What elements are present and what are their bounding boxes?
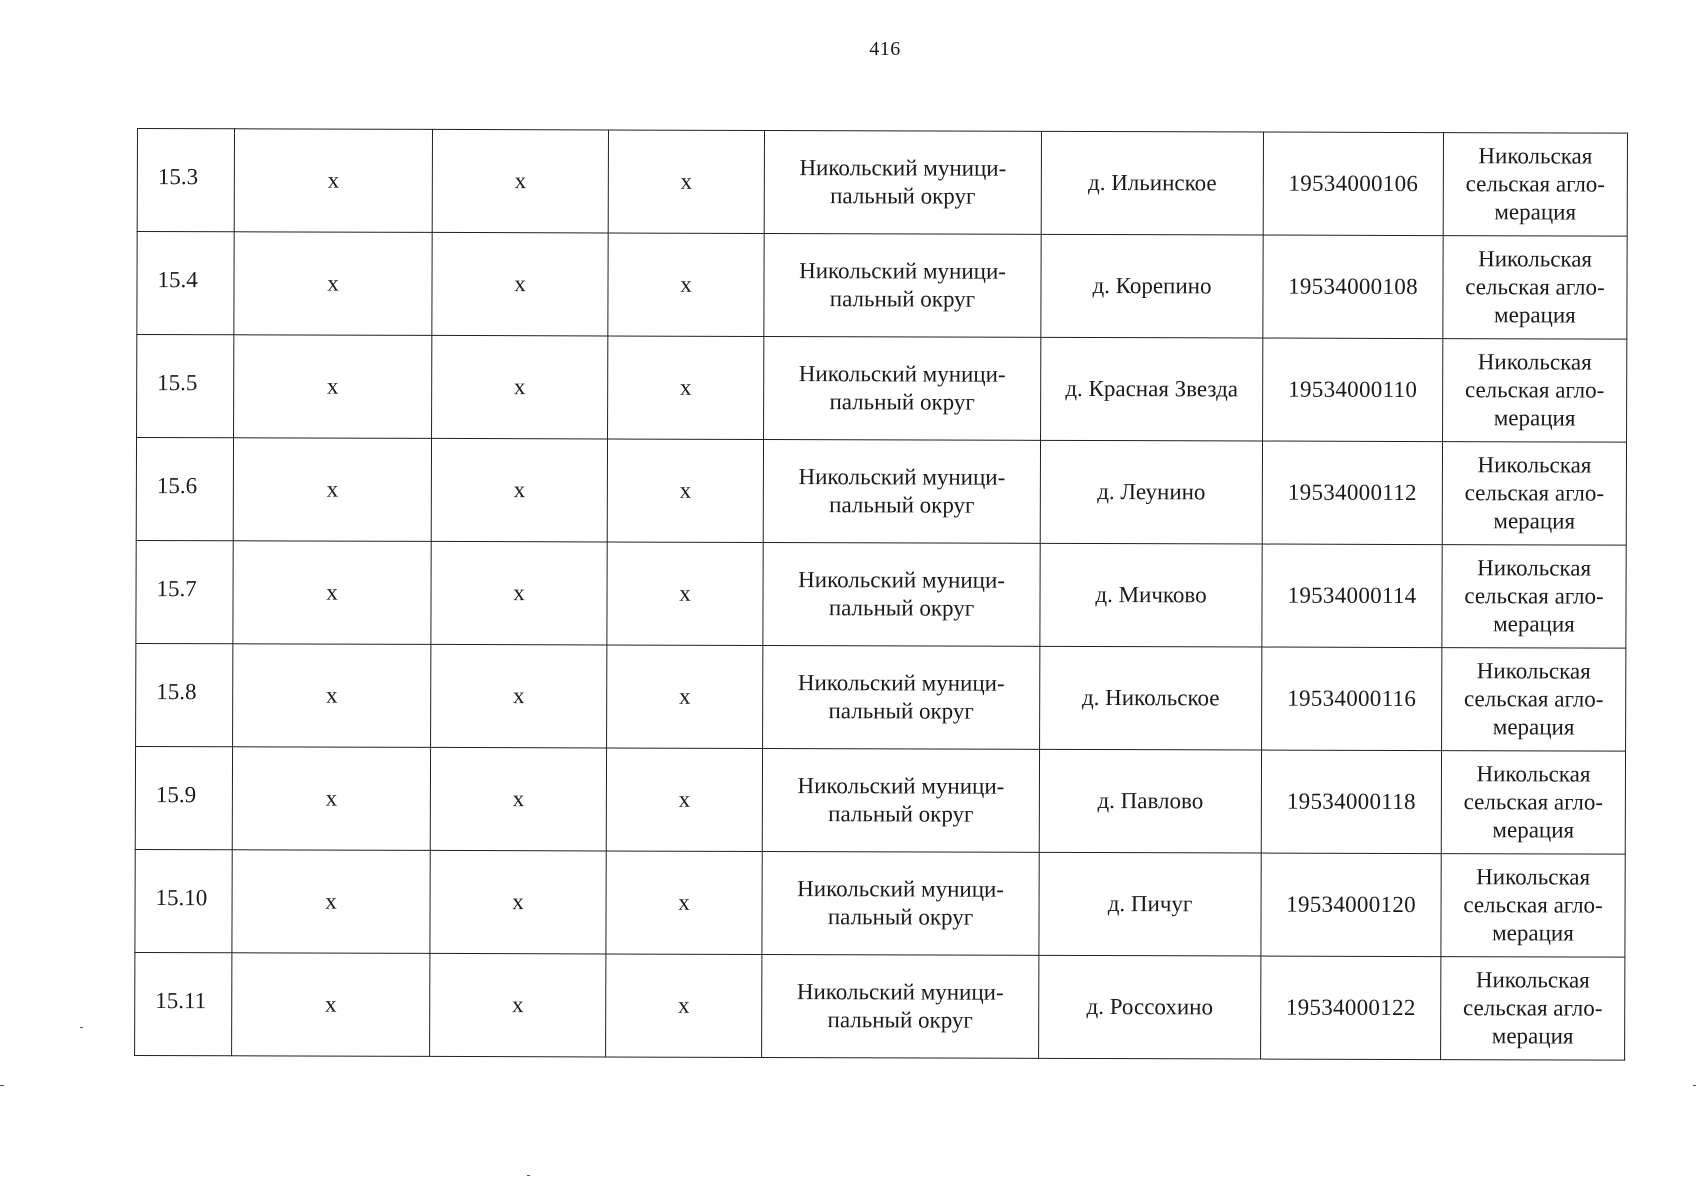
cell-x: x xyxy=(606,851,762,954)
settlements-table xyxy=(134,128,1628,1061)
agglomeration-line: мерация xyxy=(1493,405,1576,431)
code-cell: 19534000118 xyxy=(1261,750,1441,854)
district-cell xyxy=(764,233,1041,337)
code-cell: 19534000116 xyxy=(1262,647,1442,751)
table-row xyxy=(135,746,1625,854)
code-cell: 19534000120 xyxy=(1261,853,1441,957)
table-row xyxy=(135,849,1625,957)
row-number: 15.9 xyxy=(135,746,232,849)
agglomeration-line: сельская агло- xyxy=(1463,995,1603,1021)
district-line: пальный округ xyxy=(829,389,975,415)
agglomeration-line: мерация xyxy=(1493,611,1575,637)
row-number: 15.3 xyxy=(137,129,234,232)
agglomeration-cell xyxy=(1443,339,1627,443)
code-cell: 19534000112 xyxy=(1262,441,1442,545)
cell-x: x xyxy=(232,953,430,1057)
district-cell xyxy=(762,954,1039,1058)
district-line: пальный округ xyxy=(828,698,974,724)
district-line: Никольский муници- xyxy=(799,155,1007,181)
cell-x: x xyxy=(606,954,762,1057)
code-cell: 19534000122 xyxy=(1261,956,1441,1060)
district-line: пальный округ xyxy=(827,1007,973,1033)
agglomeration-cell xyxy=(1441,854,1625,958)
agglomeration-line: мерация xyxy=(1492,714,1575,740)
code-cell: 19534000106 xyxy=(1263,132,1443,236)
page-number: 416 xyxy=(869,38,901,60)
settlement-cell: д. Пичуг xyxy=(1039,852,1261,956)
agglomeration-line: сельская агло- xyxy=(1464,480,1605,506)
row-number: 15.5 xyxy=(137,335,234,438)
settlement-cell: д. Леунино xyxy=(1040,440,1262,544)
cell-x: x xyxy=(608,336,764,439)
scan-mark xyxy=(527,1175,530,1176)
agglomeration-line: мерация xyxy=(1494,199,1577,225)
cell-x: x xyxy=(431,541,607,645)
agglomeration-line: Никольская xyxy=(1477,452,1592,478)
cell-x: x xyxy=(607,645,763,748)
table-row xyxy=(137,335,1627,443)
scan-mark xyxy=(1693,1085,1696,1086)
table-row xyxy=(137,129,1627,237)
table-row xyxy=(136,540,1626,648)
settlement-cell: д. Никольское xyxy=(1040,646,1262,750)
agglomeration-cell xyxy=(1442,545,1626,649)
settlement-cell: д. Россохино xyxy=(1039,955,1261,1059)
agglomeration-line: Никольская xyxy=(1476,658,1591,684)
agglomeration-line: сельская агло- xyxy=(1463,892,1603,918)
cell-x: x xyxy=(608,233,764,336)
agglomeration-line: Никольская xyxy=(1476,864,1591,890)
cell-x: x xyxy=(430,850,606,954)
cell-x: x xyxy=(234,129,432,233)
row-number: 15.6 xyxy=(136,438,233,541)
cell-x: x xyxy=(607,542,763,645)
district-line: пальный округ xyxy=(829,492,975,518)
district-line: Никольский муници- xyxy=(796,979,1004,1005)
agglomeration-line: мерация xyxy=(1492,817,1575,843)
district-cell xyxy=(764,336,1041,440)
district-line: Никольский муници- xyxy=(798,464,1006,490)
settlement-cell: д. Мичково xyxy=(1040,543,1262,647)
cell-x: x xyxy=(232,850,430,954)
code-cell: 19534000108 xyxy=(1263,235,1443,339)
cell-x: x xyxy=(233,438,431,542)
agglomeration-line: сельская агло- xyxy=(1465,274,1605,300)
district-line: пальный округ xyxy=(828,595,975,621)
agglomeration-line: мерация xyxy=(1493,508,1576,534)
agglomeration-line: сельская агло- xyxy=(1464,583,1604,609)
district-cell xyxy=(763,645,1040,749)
cell-x: x xyxy=(606,748,762,851)
cell-x: x xyxy=(608,130,764,233)
agglomeration-line: Никольская xyxy=(1478,143,1593,169)
district-line: пальный округ xyxy=(830,183,976,209)
agglomeration-line: сельская агло- xyxy=(1464,377,1605,403)
table-body xyxy=(135,129,1628,1061)
agglomeration-cell xyxy=(1441,751,1625,855)
settlement-cell: д. Корепино xyxy=(1041,234,1263,338)
scan-mark xyxy=(80,1027,83,1028)
agglomeration-line: Никольская xyxy=(1475,967,1590,993)
district-line: пальный округ xyxy=(829,286,976,312)
code-cell: 19534000114 xyxy=(1262,544,1442,648)
cell-x: x xyxy=(430,747,606,851)
table-row xyxy=(137,232,1627,340)
district-line: Никольский муници- xyxy=(797,773,1005,799)
district-cell xyxy=(762,851,1039,955)
row-number: 15.4 xyxy=(137,232,234,335)
code-cell: 19534000110 xyxy=(1263,338,1443,442)
scan-mark xyxy=(0,1085,4,1086)
cell-x: x xyxy=(431,644,607,748)
district-line: Никольский муници- xyxy=(797,876,1005,902)
district-cell xyxy=(763,542,1040,646)
cell-x: x xyxy=(432,129,608,233)
table-row xyxy=(136,438,1626,546)
agglomeration-line: мерация xyxy=(1494,302,1576,328)
cell-x: x xyxy=(232,747,430,851)
district-line: Никольский муници- xyxy=(798,361,1006,387)
cell-x: x xyxy=(607,439,763,542)
agglomeration-line: мерация xyxy=(1491,1023,1574,1049)
row-number: 15.8 xyxy=(136,643,233,746)
district-line: Никольский муници- xyxy=(799,258,1006,284)
agglomeration-cell xyxy=(1441,957,1625,1061)
row-number: 15.11 xyxy=(135,952,232,1055)
agglomeration-cell xyxy=(1442,648,1626,752)
district-cell xyxy=(764,130,1041,234)
cell-x: x xyxy=(233,644,431,748)
cell-x: x xyxy=(233,541,431,645)
cell-x: x xyxy=(234,232,432,336)
row-number: 15.10 xyxy=(135,849,232,952)
district-line: Никольский муници- xyxy=(798,567,1006,593)
district-cell xyxy=(763,439,1040,543)
settlement-cell: д. Ильинское xyxy=(1041,131,1263,235)
agglomeration-line: мерация xyxy=(1492,920,1574,946)
settlement-cell: д. Красная Звезда xyxy=(1041,337,1263,441)
agglomeration-line: Никольская xyxy=(1477,555,1592,581)
agglomeration-cell xyxy=(1443,133,1627,237)
district-line: пальный округ xyxy=(827,904,974,930)
agglomeration-cell xyxy=(1442,442,1626,546)
cell-x: x xyxy=(432,232,608,336)
cell-x: x xyxy=(432,335,608,439)
cell-x: x xyxy=(430,953,606,1057)
agglomeration-line: сельская агло- xyxy=(1465,171,1606,197)
agglomeration-line: Никольская xyxy=(1476,761,1591,787)
district-cell xyxy=(762,748,1039,852)
row-number: 15.7 xyxy=(136,540,233,643)
agglomeration-line: Никольская xyxy=(1478,246,1593,272)
agglomeration-line: Никольская xyxy=(1477,349,1592,375)
table-row xyxy=(135,952,1625,1060)
cell-x: x xyxy=(431,438,607,542)
cell-x: x xyxy=(234,335,432,439)
table-row xyxy=(136,643,1626,751)
district-line: пальный округ xyxy=(828,801,974,827)
settlement-cell: д. Павлово xyxy=(1039,749,1261,853)
agglomeration-line: сельская агло- xyxy=(1463,789,1604,815)
agglomeration-line: сельская агло- xyxy=(1463,686,1604,712)
district-line: Никольский муници- xyxy=(797,670,1005,696)
agglomeration-cell xyxy=(1443,236,1627,340)
